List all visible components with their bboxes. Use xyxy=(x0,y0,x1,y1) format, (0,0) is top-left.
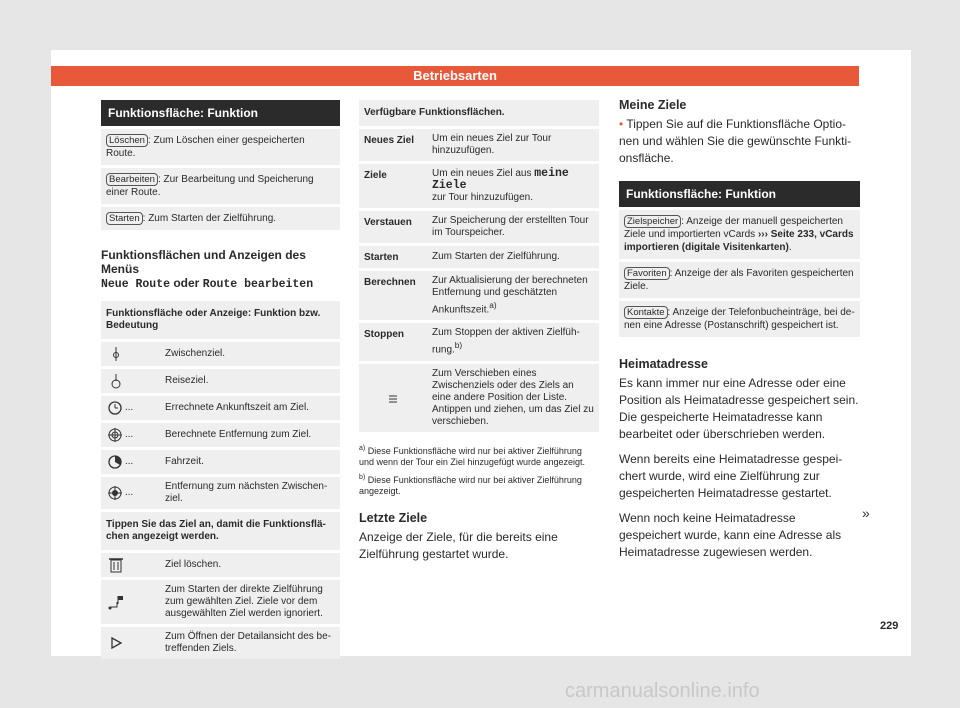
table-row xyxy=(101,450,340,474)
text-part: zur Tour hinzuzufügen. xyxy=(432,192,533,203)
text-part: Zum Stoppen der aktiven Zielführung. xyxy=(432,327,580,356)
home-address-paragraph-2: Wenn bereits eine Heimatadresse gespeichert wurde, wird eine Zielführung zur gespeicherten Heimatadresse gestartet. xyxy=(619,452,843,500)
continue-marker: » xyxy=(862,505,870,521)
ellipsis: ... xyxy=(125,456,134,467)
row-label: Neues Ziel xyxy=(359,129,427,161)
function-row-contacts xyxy=(619,301,860,337)
table-row xyxy=(101,627,340,659)
table-row xyxy=(359,164,599,208)
drag-handle-icon xyxy=(384,391,402,407)
distance-icon xyxy=(107,427,125,443)
available-functions-table xyxy=(359,97,599,435)
delete-key-label: Löschen xyxy=(106,134,148,147)
function-row-edit xyxy=(101,168,340,204)
last-destinations-text: Anzeige der Ziele, für die bereits eine Zielführung gestartet wurde. xyxy=(359,529,558,561)
page-reference-link[interactable]: ››› Seite 233, vCards importieren (digitale Visitenkarten) xyxy=(624,229,854,253)
my-destinations-text xyxy=(619,116,860,167)
destination-icon xyxy=(107,373,125,389)
table-cell-text: Errechnete Ankunftszeit am Ziel. xyxy=(160,396,340,420)
function-table-header: Funktionsfläche: Funktion xyxy=(619,181,860,207)
ellipsis: ... xyxy=(125,402,134,413)
column-right xyxy=(619,98,860,561)
table-row xyxy=(359,323,599,360)
row-text: Zur Speicherung der erstellten Tour im Tourspeicher. xyxy=(427,211,599,243)
row-text xyxy=(427,323,599,360)
table-cell-text: Entfernung zum nächsten Zwischenziel. xyxy=(160,477,340,509)
table-row xyxy=(101,369,340,393)
row-text: Zum Verschieben eines Zwischenziels oder des Ziels an eine andere Position der Liste. Antippen und ziehen, um das Ziel zu verschieben. xyxy=(427,364,599,432)
table-cell-text: Zum Starten der direkte Zielführung zum gewählten Ziel. Ziele vor dem ausgewählten Ziel werden ignoriert. xyxy=(160,580,340,624)
chapter-header: Betriebsarten xyxy=(51,66,859,86)
waypoint-icon xyxy=(107,346,125,362)
table-cell-text: Berechnete Entfernung zum Ziel. xyxy=(160,423,340,447)
row-text xyxy=(427,271,599,320)
row-label: Stoppen xyxy=(359,323,427,360)
table-cell-text: Ziel löschen. xyxy=(160,553,340,577)
destination-memory-key-label: Zielspeicher xyxy=(624,215,681,228)
table-row xyxy=(359,129,599,161)
next-distance-icon xyxy=(107,485,125,501)
ellipsis: ... xyxy=(125,429,134,440)
route-icons-table xyxy=(101,298,340,662)
trash-icon xyxy=(107,557,125,573)
table-row xyxy=(101,477,340,509)
function-row-text: : Anzeige der als Favoriten gespeicherten Ziele. xyxy=(624,268,854,292)
edit-key-label: Bearbeiten xyxy=(106,173,158,186)
table-row xyxy=(359,271,599,320)
menu-name-new-route: Neue Route xyxy=(101,278,171,291)
section-title-or: oder xyxy=(170,276,203,290)
play-arrow-icon xyxy=(107,635,125,651)
footnote-a xyxy=(359,443,599,468)
contacts-key-label: Kontakte xyxy=(624,306,668,319)
text-part: Zur Aktualisierung der berechneten Entfernung und geschätzten Ankunftszeit. xyxy=(432,275,588,316)
section-title-text: Funktionsflächen und Anzeigen des Menüs xyxy=(101,248,306,276)
footnote-marker: b) xyxy=(454,340,463,351)
function-row-delete xyxy=(101,129,340,165)
table-row xyxy=(101,553,340,577)
route-flag-icon xyxy=(107,594,125,610)
timer-icon xyxy=(107,454,125,470)
column-left xyxy=(101,100,340,662)
ellipsis: ... xyxy=(125,487,134,498)
row-text: Um ein neues Ziel zur Tour hinzuzufügen. xyxy=(427,129,599,161)
row-text: Zum Starten der Zielführung. xyxy=(427,246,599,268)
table-header: Funktionsfläche oder Anzeige: Funktion bzw. Bedeutung xyxy=(101,301,340,339)
section-title-last-destinations: Letzte Ziele xyxy=(359,510,428,525)
section-title-route-menu xyxy=(101,248,340,292)
table-cell-text: Fahrzeit. xyxy=(160,450,340,474)
footnote-marker: a) xyxy=(489,300,497,310)
function-table-header: Funktionsfläche: Funktion xyxy=(101,100,340,126)
table-header: Verfügbare Funktionsflächen. xyxy=(359,100,599,126)
table-row xyxy=(359,211,599,243)
bullet: • xyxy=(619,117,624,131)
table-row xyxy=(101,580,340,624)
function-row-start xyxy=(101,207,340,230)
row-label: Berechnen xyxy=(359,271,427,320)
function-row-destination-memory xyxy=(619,210,860,259)
function-row-text: : Zum Löschen einer gespeicherten Route. xyxy=(106,135,305,159)
table-subheader: Tippen Sie das Ziel an, damit die Funktionsflächen angezeigt werden. xyxy=(101,512,340,550)
footnote-mark: a) xyxy=(359,444,366,452)
clock-icon xyxy=(107,400,125,416)
row-label: Ziele xyxy=(359,164,427,208)
function-row-text: : Zum Starten der Zielführung. xyxy=(142,213,277,224)
home-address-paragraph-3: Wenn noch keine Heimatadresse gespeichert wurde, kann eine Adresse als Heimatadresse zugewiesen werden. xyxy=(619,511,842,559)
table-cell-text: Reiseziel. xyxy=(160,369,340,393)
function-row-text: : Zur Bearbeitung und Speicherung einer Route. xyxy=(106,174,314,198)
home-address-paragraph-1: Es kann immer nur eine Adresse oder eine Position als Heimatadresse gespeichert sein. Die gespeicherte Heimatadresse kann bearbeitet oder überschrieben werden. xyxy=(619,376,859,441)
column-middle xyxy=(359,97,599,563)
table-row xyxy=(101,342,340,366)
table-row xyxy=(359,246,599,268)
menu-name-edit-route: Route bearbeiten xyxy=(202,278,314,291)
table-row xyxy=(101,396,340,420)
row-label: Starten xyxy=(359,246,427,268)
table-cell-text: Zwischenziel. xyxy=(160,342,340,366)
row-text xyxy=(427,164,599,208)
footnote-mark: b) xyxy=(359,473,366,481)
page-number: 229 xyxy=(880,620,899,632)
favorites-key-label: Favoriten xyxy=(624,267,670,280)
section-title-my-destinations: Meine Ziele xyxy=(619,98,687,112)
table-row xyxy=(359,364,599,432)
instruction-text: Tippen Sie auf die Funktionsfläche Optionen und wählen Sie die gewünschte Funktionsfläche. xyxy=(619,117,852,165)
menu-name-my-destinations: meine Ziele xyxy=(432,167,569,192)
row-label: Verstauen xyxy=(359,211,427,243)
function-row-favorites xyxy=(619,262,860,298)
function-row-text: : Anzeige der manuell gespeicherten Ziele und importierten vCards xyxy=(624,216,843,240)
table-cell-text: Zum Öffnen der Detailansicht des betreffenden Ziels. xyxy=(160,627,340,659)
watermark-text: carmanualsonline.info xyxy=(565,680,760,702)
footnote-text: Diese Funktionsfläche wird nur bei aktiver Zielführung angezeigt. xyxy=(359,474,582,496)
table-row xyxy=(101,423,340,447)
function-row-text: : Anzeige der Telefonbucheinträge, bei denen eine Adresse (Postanschrift) gespeichert ist. xyxy=(624,307,855,331)
section-title-home-address: Heimatadresse xyxy=(619,357,708,371)
start-key-label: Starten xyxy=(106,212,143,225)
footnote-b xyxy=(359,472,599,497)
punctuation: . xyxy=(788,242,792,253)
footnote-text: Diese Funktionsfläche wird nur bei aktiver Zielführung und wenn der Tour ein Ziel hinzugefügt wurde angezeigt. xyxy=(359,445,585,467)
text-part: Um ein neues Ziel aus xyxy=(432,168,535,179)
